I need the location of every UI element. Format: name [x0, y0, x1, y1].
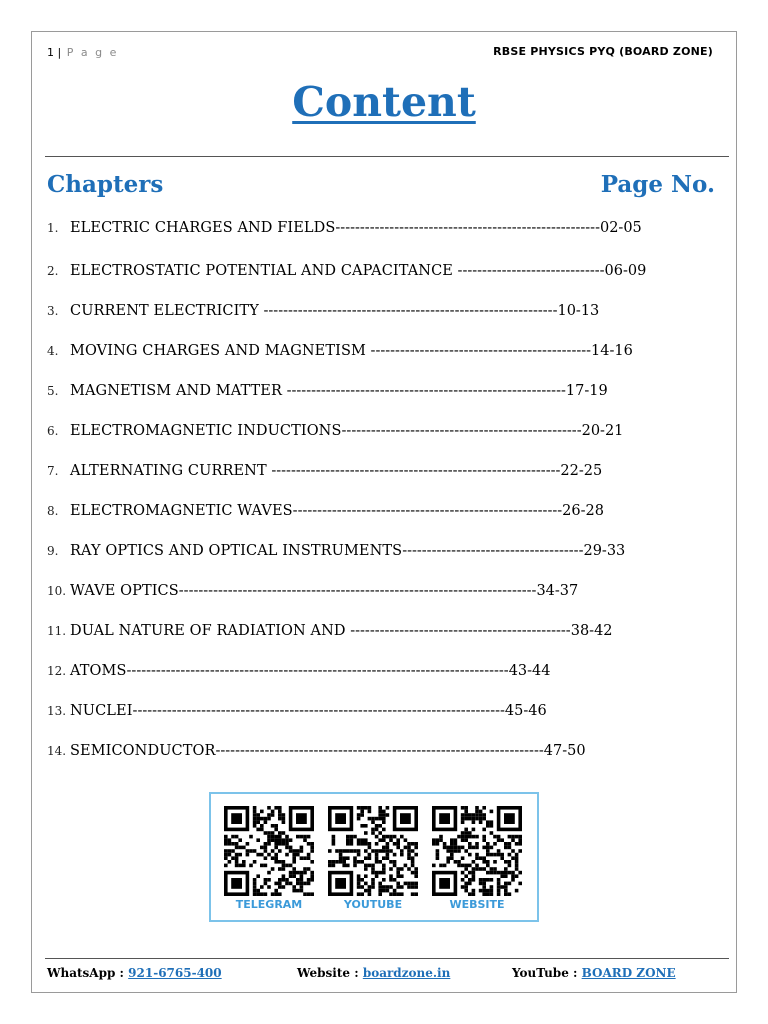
toc-title: ELECTROMAGNETIC WAVES: [70, 503, 293, 519]
toc-dots: ----------------------------------------------------------------------------: [132, 703, 505, 719]
footer-youtube: [512, 966, 676, 980]
toc-row[interactable]: [47, 220, 707, 244]
toc-title: MAGNETISM AND MATTER: [70, 383, 282, 399]
whatsapp-link[interactable]: 921-6765-400: [128, 966, 222, 980]
toc-pages: 17-19: [565, 383, 608, 399]
youtube-qr-code-icon[interactable]: [328, 806, 418, 896]
toc-number: 12.: [47, 664, 67, 678]
toc-row[interactable]: [47, 263, 707, 287]
toc-title: CURRENT ELECTRICITY: [70, 303, 259, 319]
telegram-qr-code-icon[interactable]: [224, 806, 314, 896]
toc-row[interactable]: [47, 463, 707, 487]
bottom-divider: [45, 958, 729, 959]
toc-pages: 06-09: [604, 263, 647, 279]
toc-dots: -------------------------------------------------------------------------: [178, 583, 537, 599]
toc-row[interactable]: [47, 583, 707, 607]
page-header-number: [47, 46, 118, 59]
toc-dots: -----------------------------------------------------------: [266, 463, 561, 479]
toc-number: 13.: [47, 704, 67, 718]
toc-row[interactable]: [47, 503, 707, 527]
toc-title: ALTERNATING CURRENT: [70, 463, 267, 479]
toc-dots: ------------------------------: [452, 263, 605, 279]
toc-number: 6.: [47, 424, 59, 438]
toc-row[interactable]: [47, 663, 707, 687]
website-label[interactable]: WEBSITE: [449, 898, 505, 911]
toc-pages: 43-44: [508, 663, 551, 679]
chapters-heading: Chapters: [47, 171, 164, 198]
telegram-label[interactable]: TELEGRAM: [235, 898, 303, 911]
toc-pages: 34-37: [536, 583, 579, 599]
qr-code-panel: [209, 792, 539, 922]
toc-number: 4.: [47, 344, 59, 358]
toc-dots: -------------------------------------: [402, 543, 584, 559]
toc-pages: 45-46: [504, 703, 547, 719]
toc-dots: -------------------------------------------------: [341, 423, 582, 439]
website-qr-code-icon[interactable]: [432, 806, 522, 896]
toc-pages: 20-21: [581, 423, 624, 439]
toc-dots: -------------------------------------------------------: [292, 503, 563, 519]
toc-row[interactable]: [47, 343, 707, 367]
page-no-heading: Page No.: [600, 171, 715, 198]
toc-number: 3.: [47, 304, 59, 318]
page-number: 1: [47, 46, 54, 59]
toc-title: RAY OPTICS AND OPTICAL INSTRUMENTS: [70, 543, 403, 559]
website-link[interactable]: boardzone.in: [362, 966, 451, 980]
toc-row[interactable]: [47, 423, 707, 447]
toc-number: 11.: [47, 624, 67, 638]
toc-dots: ---------------------------------------------: [365, 343, 592, 359]
toc-number: 9.: [47, 544, 59, 558]
toc-row[interactable]: [47, 543, 707, 567]
toc-dots: ------------------------------------------------------------------------------: [126, 663, 509, 679]
toc-pages: 22-25: [560, 463, 603, 479]
toc-title: MOVING CHARGES AND MAGNETISM: [70, 343, 366, 359]
toc-title: DUAL NATURE OF RADIATION AND: [70, 623, 346, 639]
toc-pages: 47-50: [543, 743, 586, 759]
toc-number: 14.: [47, 744, 67, 758]
toc-row[interactable]: [47, 383, 707, 407]
toc-dots: ------------------------------------------------------------: [258, 303, 558, 319]
toc-number: 2.: [47, 264, 59, 278]
page-separator: |: [57, 46, 62, 59]
toc-title: ATOMS: [70, 663, 127, 679]
youtube-link[interactable]: BOARD ZONE: [581, 966, 676, 980]
toc-number: 1.: [47, 221, 59, 235]
document-header-title: RBSE PHYSICS PYQ (BOARD ZONE): [493, 45, 713, 58]
footer-whatsapp: [47, 966, 222, 980]
youtube-label[interactable]: YOUTUBE: [343, 898, 403, 911]
toc-pages: 38-42: [570, 623, 613, 639]
toc-number: 7.: [47, 464, 59, 478]
toc-title: ELECTRIC CHARGES AND FIELDS: [70, 220, 336, 236]
toc-row[interactable]: [47, 703, 707, 727]
toc-title: ELECTROMAGNETIC INDUCTIONS: [70, 423, 342, 439]
toc-row[interactable]: [47, 303, 707, 327]
top-divider: [45, 156, 729, 157]
toc-row[interactable]: [47, 623, 707, 647]
toc-pages: 29-33: [583, 543, 626, 559]
page-title-text: Content: [292, 78, 476, 126]
toc-number: 8.: [47, 504, 59, 518]
page-word: P a g e: [66, 46, 119, 59]
toc-pages: 14-16: [591, 343, 633, 359]
toc-title: ELECTROSTATIC POTENTIAL AND CAPACITANCE: [70, 263, 453, 279]
toc-title: WAVE OPTICS: [70, 583, 179, 599]
website-label-footer: Website :: [297, 966, 359, 980]
youtube-label-footer: YouTube :: [512, 966, 578, 980]
page-title: [0, 78, 768, 126]
toc-number: 5.: [47, 384, 59, 398]
footer-website: [297, 966, 450, 980]
toc-row[interactable]: [47, 743, 707, 767]
toc-dots: -------------------------------------------------------------------: [215, 743, 544, 759]
toc-dots: ---------------------------------------------------------: [282, 383, 566, 399]
whatsapp-label: WhatsApp :: [47, 966, 124, 980]
toc-pages: 26-28: [562, 503, 604, 519]
toc-dots: ---------------------------------------------: [345, 623, 571, 639]
toc-pages: 02-05: [599, 220, 642, 236]
toc-number: 10.: [47, 584, 67, 598]
toc-pages: 10-13: [557, 303, 600, 319]
toc-title: NUCLEI: [70, 703, 133, 719]
toc-title: SEMICONDUCTOR: [70, 743, 216, 759]
toc-dots: ------------------------------------------------------: [335, 220, 600, 236]
